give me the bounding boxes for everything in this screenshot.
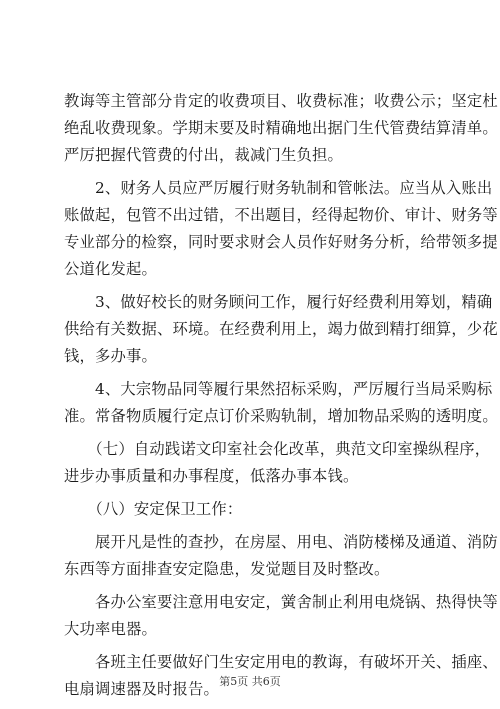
text-line: （七）自动践诺文印室社会化改革，典范文印室操纵程序，	[64, 440, 491, 458]
text-line: 展开凡是性的查抄，在房屋、用电、消防楼梯及通道、消防	[64, 533, 498, 551]
text-line: 公道化发起。	[64, 260, 157, 278]
text-line: 4、大宗物品同等履行果然招标采购，严厉履行当局采购标	[64, 380, 493, 398]
text-line: 2、财务人员应严厉履行财务轨制和管帐法。应当从入账出	[64, 179, 493, 197]
page-footer: 第5页 共6页	[219, 675, 281, 688]
text-line: 3、做好校长的财务顾问工作，履行好经费利用筹划，精确	[64, 293, 493, 311]
text-line: 供给有关数据、环境。在经费利用上，竭力做到精打细算，少花	[64, 320, 498, 338]
text-line: 钱，多办事。	[64, 347, 157, 365]
text-line: 东西等方面排查安定隐患，发觉题目及时整改。	[64, 560, 390, 578]
paragraph	[64, 88, 498, 169]
text-line: 各办公室要注意用电安定，黉舍制止利用电烧锅、热得快等	[64, 593, 498, 611]
document-body	[64, 88, 498, 709]
paragraph	[64, 496, 454, 523]
text-line: 电扇调速器及时报告。	[64, 680, 219, 698]
paragraph	[64, 529, 498, 583]
paragraph	[64, 289, 498, 370]
text-line: 大功率电器。	[64, 620, 157, 638]
text-line: 进步办事质量和办事程度，低落办事本钱。	[64, 467, 359, 485]
text-line: 教诲等主管部分肯定的收费项目、收费标准；收费公示；坚定杜	[64, 92, 498, 110]
text-line: 账做起，包管不出过错，不出题目，经得起物价、审计、财务等	[64, 206, 498, 224]
text-line: （八）安定保卫工作：	[64, 500, 243, 518]
text-line: 各班主任要做好门生安定用电的教诲，有破坏开关、插座、	[64, 653, 498, 671]
paragraph	[64, 436, 491, 490]
paragraph	[64, 589, 498, 643]
text-line: 绝乱收费现象。学期末要及时精确地出据门生代管费结算清单。	[64, 119, 498, 137]
text-line: 专业部分的检察，同时要求财会人员作好财务分析，给带领多提	[64, 233, 498, 251]
paragraph	[64, 376, 498, 430]
text-line: 准。常备物质履行定点订价采购轨制，增加物品采购的透明度。	[64, 407, 498, 425]
paragraph	[64, 175, 498, 283]
text-line: 严厉把握代管费的付出，裁减门生负担。	[64, 146, 343, 164]
